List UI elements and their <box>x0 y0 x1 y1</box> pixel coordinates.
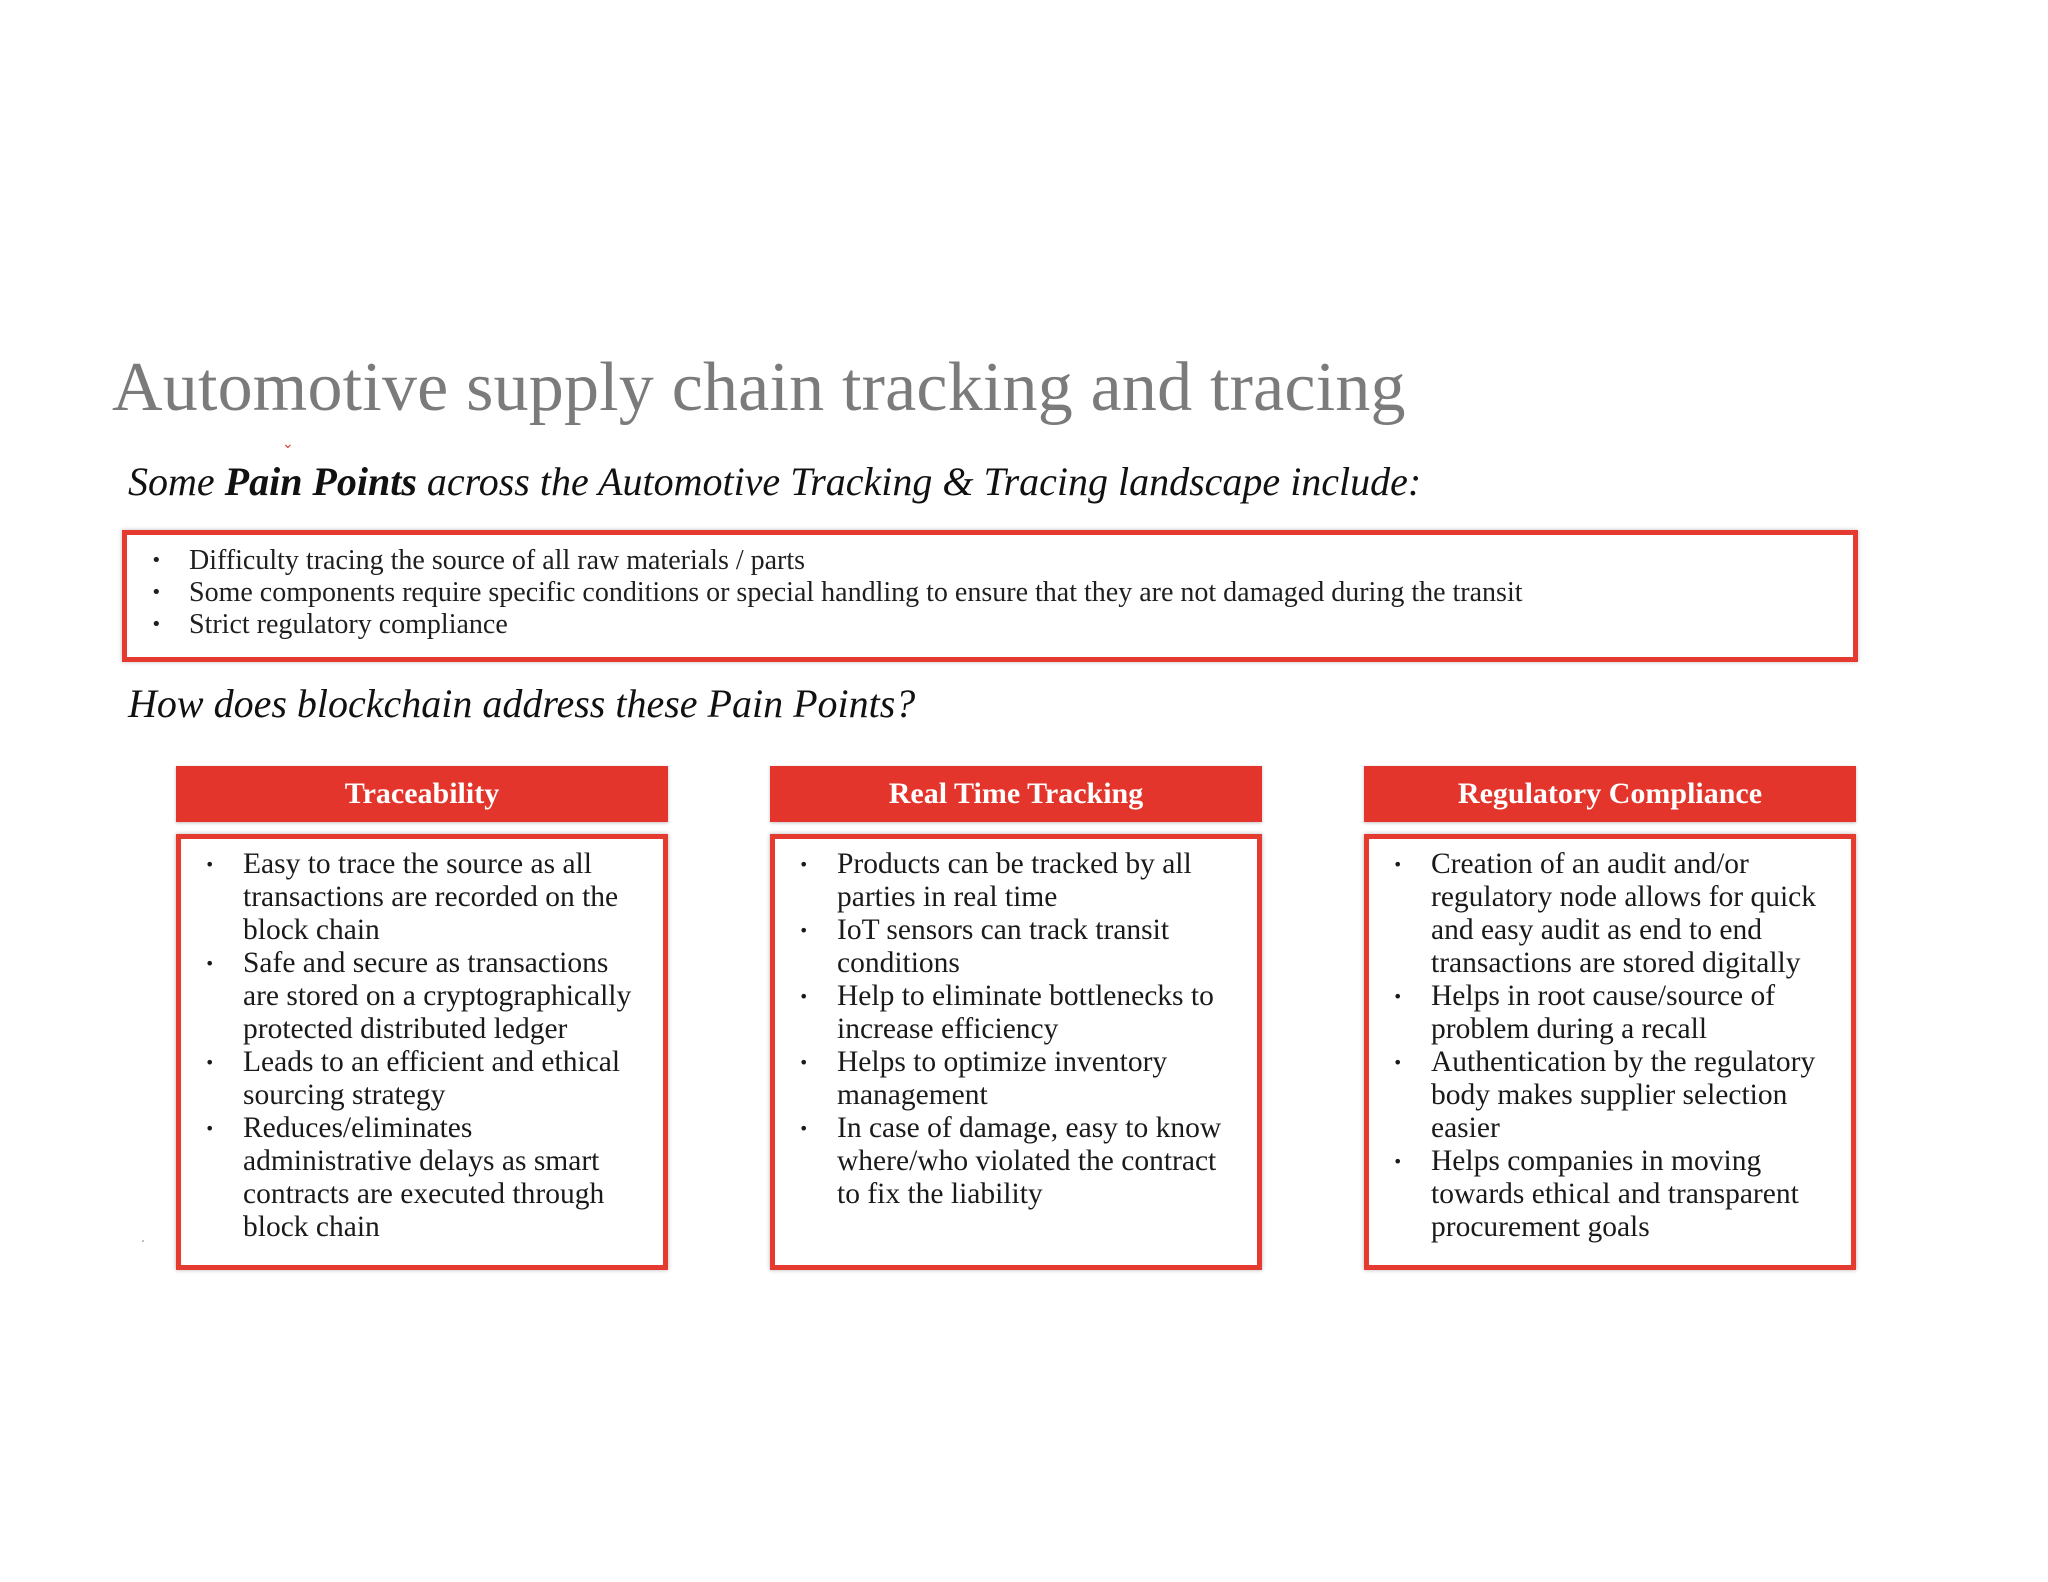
pain-point-text: Difficulty tracing the source of all raw materials / parts <box>189 545 806 576</box>
list-item-text: Helps to optimize inventory management <box>837 1046 1168 1111</box>
traceability-list <box>201 848 645 1244</box>
pain-point-item <box>147 577 1833 609</box>
bullet-icon: • <box>205 1119 215 1138</box>
list-item-text: Easy to trace the source as all transactions are recorded on the block chain <box>243 848 619 946</box>
pain-intro-emphasis: Pain Points <box>224 459 417 504</box>
caret-mark-icon: ⌄ <box>282 436 294 452</box>
pain-points-intro <box>128 458 1421 505</box>
list-item-text: Creation of an audit and/or regulatory node allows for quick and easy audit as end to end transactions are stored digitally <box>1431 848 1817 979</box>
list-item-text: IoT sensors can track transit conditions <box>837 914 1170 979</box>
bullet-icon: • <box>205 1053 215 1072</box>
real-time-tracking-header: Real Time Tracking <box>770 766 1262 822</box>
list-item <box>795 848 1239 914</box>
list-item <box>201 1112 645 1244</box>
pain-intro-lead: Some <box>128 459 225 504</box>
pain-points-list <box>147 545 1833 641</box>
pain-intro-tail: across the Automotive Tracking & Tracing landscape include: <box>416 459 1422 504</box>
pain-point-item <box>147 545 1833 577</box>
list-item-text: Help to eliminate bottlenecks to increase efficiency <box>837 980 1214 1045</box>
bullet-icon: • <box>205 855 215 874</box>
regulatory-compliance-list <box>1389 848 1833 1244</box>
real-time-tracking-box <box>770 834 1262 1270</box>
list-item <box>795 914 1239 980</box>
list-item <box>795 980 1239 1046</box>
bullet-icon: • <box>1393 1152 1403 1171</box>
stray-dot <box>142 1240 144 1242</box>
bullet-icon: • <box>799 1119 809 1138</box>
list-item <box>201 1046 645 1112</box>
bullet-icon: • <box>151 614 162 635</box>
traceability-box <box>176 834 668 1270</box>
pain-point-text: Some components require specific conditions or special handling to ensure that they are not damaged during the transit <box>189 577 1523 608</box>
bullet-icon: • <box>151 582 162 603</box>
list-item <box>201 848 645 947</box>
list-item-text: Helps companies in moving towards ethical and transparent procurement goals <box>1431 1145 1799 1243</box>
bullet-icon: • <box>1393 1053 1403 1072</box>
pain-point-item <box>147 609 1833 641</box>
list-item-text: Safe and secure as transactions are stored on a cryptographically protected distributed ledger <box>243 947 632 1045</box>
real-time-tracking-list <box>795 848 1239 1211</box>
bullet-icon: • <box>205 954 215 973</box>
list-item <box>201 947 645 1046</box>
pain-points-box <box>122 530 1858 662</box>
traceability-header: Traceability <box>176 766 668 822</box>
bullet-icon: • <box>799 1053 809 1072</box>
list-item-text: Helps in root cause/source of problem during a recall <box>1431 980 1776 1045</box>
bullet-icon: • <box>799 855 809 874</box>
regulatory-compliance-header: Regulatory Compliance <box>1364 766 1856 822</box>
regulatory-compliance-box <box>1364 834 1856 1270</box>
list-item-text: Reduces/eliminates administrative delays as smart contracts are executed through block chain <box>243 1112 605 1243</box>
list-item <box>1389 1145 1833 1244</box>
bullet-icon: • <box>1393 855 1403 874</box>
list-item <box>1389 980 1833 1046</box>
bullet-icon: • <box>1393 987 1403 1006</box>
slide-title: Automotive supply chain tracking and tracing <box>112 349 1406 426</box>
list-item-text: In case of damage, easy to know where/who violated the contract to fix the liability <box>837 1112 1222 1210</box>
bullet-icon: • <box>799 921 809 940</box>
list-item <box>795 1112 1239 1211</box>
bullet-icon: • <box>151 550 162 571</box>
list-item-text: Leads to an efficient and ethical sourcing strategy <box>243 1046 621 1111</box>
pain-point-text: Strict regulatory compliance <box>189 609 508 640</box>
list-item <box>795 1046 1239 1112</box>
blockchain-question: How does blockchain address these Pain Points? <box>128 681 916 726</box>
list-item-text: Authentication by the regulatory body makes supplier selection easier <box>1431 1046 1816 1144</box>
list-item <box>1389 848 1833 980</box>
list-item <box>1389 1046 1833 1145</box>
list-item-text: Products can be tracked by all parties in real time <box>837 848 1192 913</box>
bullet-icon: • <box>799 987 809 1006</box>
